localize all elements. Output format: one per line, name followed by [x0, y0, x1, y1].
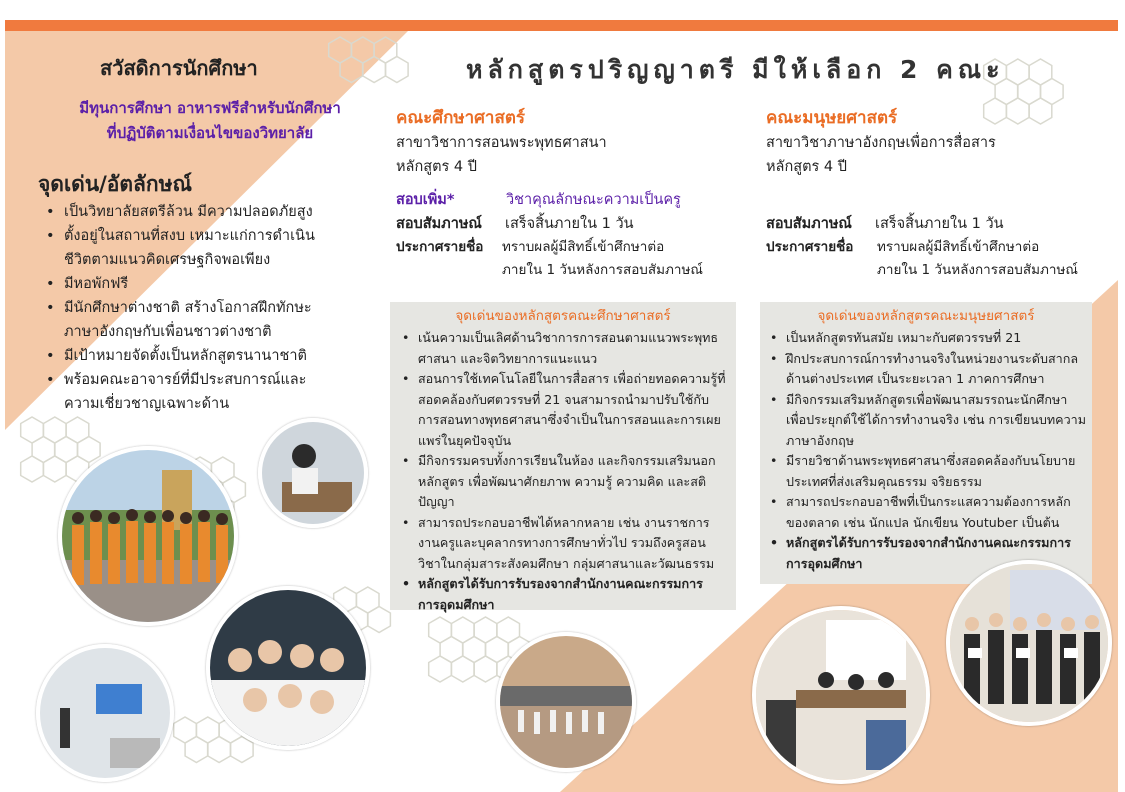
edu-interview-label: สอบสัมภาษณ์ — [396, 216, 482, 232]
list-item: • เป็นหลักสูตรทันสมัย เหมาะกับศตวรรษที่ 21 — [760, 328, 1092, 349]
edu-box-title: จุดเด่นของหลักสูตรคณะศึกษาศาสตร์ — [455, 308, 671, 324]
hum-highlights-box — [760, 302, 1092, 584]
scholarship-line-1: มีทุนการศึกษา อาหารฟรีสำหรับนักศึกษา — [79, 99, 341, 117]
list-item: • สามารถประกอบอาชีพที่เป็นกระแสความต้องการหลัก ของตลาด เช่น นักแปล นักเขียน Youtuber เป็นต้น — [760, 492, 1092, 533]
edu-announce-value-2: ภายใน 1 วันหลังการสอบสัมภาษณ์ — [502, 262, 703, 278]
hum-duration: หลักสูตร 4 ปี — [766, 159, 847, 175]
top-accent-bar — [5, 20, 1118, 31]
hum-interview-label: สอบสัมภาษณ์ — [766, 216, 852, 232]
edu-major: สาขาวิชาการสอนพระพุทธศาสนา — [396, 135, 607, 151]
highlights-list — [36, 200, 315, 416]
programs-title: หลักสูตรปริญญาตรี มีให้เลือก 2 คณะ — [466, 55, 1005, 84]
welfare-title: สวัสดิการนักศึกษา — [100, 56, 258, 80]
highlights-title: จุดเด่น/อัตลักษณ์ — [38, 172, 192, 196]
edu-duration: หลักสูตร 4 ปี — [396, 159, 477, 175]
classroom-presentation-photo — [36, 644, 174, 782]
edu-faculty-name: คณะศึกษาศาสตร์ — [396, 108, 525, 128]
list-item: • เน้นความเป็นเลิศด้านวิชาการการสอนตามแนวพระพุทธ ศาสนา และจิตวิทยาการแนะแนว — [392, 328, 736, 369]
edu-announce-value-1: ทราบผลผู้มีสิทธิ์เข้าศึกษาต่อ — [502, 239, 665, 255]
hum-box-title: จุดเด่นของหลักสูตรคณะมนุษยศาสตร์ — [817, 308, 1035, 324]
list-item: • สอนการใช้เทคโนโลยีในการสื่อสาร เพื่อถ่ายทอดความรู้ที่ สอดคล้องกับศตวรรษที่ 21 จนสามารถนำมาปรับใช้กับ การสอนทางพุทธศาสนาซึ่งจำเป็นในการสอนและการเผย แพร่ในยุคปัจจุบัน — [392, 369, 736, 451]
hum-announce-value-2: ภายใน 1 วันหลังการสอบสัมภาษณ์ — [877, 262, 1078, 278]
students-group-photo — [58, 446, 238, 626]
hum-announce-value-1: ทราบผลผู้มีสิทธิ์เข้าศึกษาต่อ — [877, 239, 1040, 255]
student-writing-photo — [258, 418, 368, 528]
list-item: • เป็นวิทยาลัยสตรีล้วน มีความปลอดภัยสูง — [36, 200, 315, 224]
list-item: • มีเป้าหมายจัดตั้งเป็นหลักสูตรนานาชาติ — [36, 344, 315, 368]
sunset-lake-photo — [496, 632, 636, 772]
list-item: • มีหอพักฟรี — [36, 272, 315, 296]
list-item: • ฝึกประสบการณ์การทำงานจริงในหน่วยงานระดับสากล ด้านต่างประเทศ เป็นระยะเวลา 1 ภาคการศึกษา — [760, 349, 1092, 390]
list-item: • มีรายวิชาด้านพระพุทธศาสนาซึ่งสอดคล้องกับนโยบาย ประเทศที่ส่งเสริมคุณธรรม จริยธรรม — [760, 451, 1092, 492]
list-item: • มีกิจกรรมครบทั้งการเรียนในห้อง และกิจกรรมเสริมนอก หลักสูตร เพื่อพัฒนาศักยภาพ ความรู้ ความคิด และสติ ปัญญา — [392, 451, 736, 513]
edu-extra-exam-value: วิชาคุณลักษณะความเป็นครู — [506, 192, 681, 208]
list-item: • สามารถประกอบอาชีพได้หลากหลาย เช่น งานราชการ งานครูและบุคลากรทางการศึกษาทั่วไป รวมถึงครูสอน วิชาในกลุ่มสาระสังคมศึกษา กลุ่มศาสนาและวัฒนธรรม — [392, 513, 736, 575]
certificate-ceremony-photo — [946, 560, 1112, 726]
hum-major: สาขาวิชาภาษาอังกฤษเพื่อการสื่อสาร — [766, 135, 996, 151]
conference-photo — [752, 606, 930, 784]
hum-announce-label: ประกาศรายชื่อ — [766, 239, 854, 255]
students-selfie-photo — [206, 586, 370, 750]
list-item: • หลักสูตรได้รับการรับรองจากสำนักงานคณะกรรมการ การอุดมศึกษา — [392, 574, 736, 615]
edu-highlights-box — [390, 302, 736, 610]
edu-extra-exam-label: สอบเพิ่ม* — [396, 192, 455, 208]
list-item: • พร้อมคณะอาจารย์ที่มีประสบการณ์และ ความเชี่ยวชาญเฉพาะด้าน — [36, 368, 315, 416]
list-item: • มีนักศึกษาต่างชาติ สร้างโอกาสฝึกทักษะ ภาษาอังกฤษกับเพื่อนชาวต่างชาติ — [36, 296, 315, 344]
hum-box-list — [760, 328, 1092, 574]
edu-box-list — [392, 328, 736, 615]
scholarship-line-2: ที่ปฏิบัติตามเงื่อนไขของวิทยาลัย — [106, 124, 314, 142]
hum-interview-value: เสร็จสิ้นภายใน 1 วัน — [875, 216, 1004, 232]
edu-announce-label: ประกาศรายชื่อ — [396, 239, 484, 255]
list-item: • ตั้งอยู่ในสถานที่สงบ เหมาะแก่การดำเนิน ชีวิตตามแนวคิดเศรษฐกิจพอเพียง — [36, 224, 315, 272]
edu-interview-value: เสร็จสิ้นภายใน 1 วัน — [505, 216, 634, 232]
list-item: • มีกิจกรรมเสริมหลักสูตรเพื่อพัฒนาสมรรถนะนักศึกษา เพื่อประยุกต์ใช้ได้การทำงานจริง เช่น การเขียนบทความ ภาษาอังกฤษ — [760, 390, 1092, 452]
hum-faculty-name: คณะมนุษยศาสตร์ — [766, 108, 898, 128]
list-item: • หลักสูตรได้รับการรับรองจากสำนักงานคณะกรรมการ การอุดมศึกษา — [760, 533, 1092, 574]
